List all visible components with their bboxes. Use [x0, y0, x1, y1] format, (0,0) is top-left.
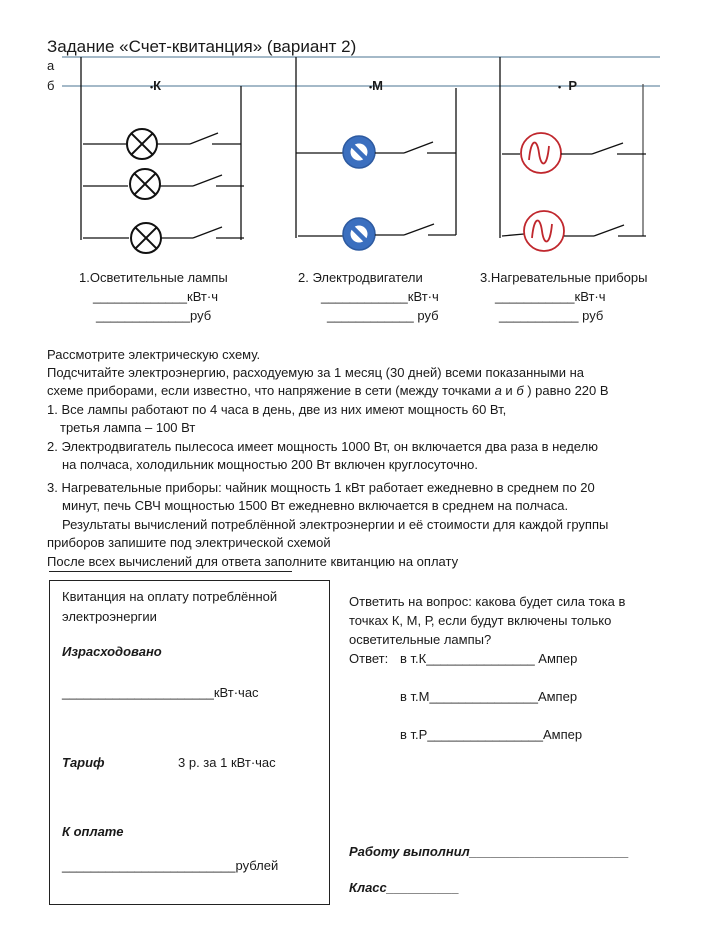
instruction-result-cont: приборов запишите под электрической схемой	[47, 535, 331, 550]
answer-field-p[interactable]: в т.Р________________Ампер	[400, 727, 583, 742]
rub-field[interactable]: ___________ руб	[499, 308, 604, 323]
tariff-value: 3 р. за 1 кВт·час	[178, 755, 276, 770]
group-title: 2. Электродвигатели	[298, 270, 423, 285]
question-line: Ответить на вопрос: какова будет сила тока в	[349, 594, 626, 609]
instruction-item-1-cont: третья лампа – 100 Вт	[60, 420, 196, 435]
switch-open-icon	[592, 143, 646, 154]
motor-icon	[343, 136, 375, 168]
tariff-label: Тариф	[62, 755, 105, 770]
instruction-result: Результаты вычислений потреблённой электроэнергии и её стоимости для каждой группы	[62, 517, 609, 532]
heater-sine-icon	[521, 133, 561, 173]
rub-field[interactable]: ____________ руб	[327, 308, 439, 323]
motor-icon	[343, 218, 375, 250]
receipt-title: Квитанция на оплату потреблённой	[62, 589, 278, 604]
point-m-label: •М	[369, 78, 383, 93]
terminal-b-label: б	[47, 78, 55, 93]
instruction-item-2-cont: на полчаса, холодильник мощностью 200 Вт включен круглосуточно.	[62, 457, 478, 472]
instruction-line: схеме приборами, если известно, что напряжение в сети (между точками а и б ) равно 220 В	[47, 383, 609, 398]
page-title: Задание «Счет-квитанция» (вариант 2)	[47, 37, 357, 56]
group-title: 3.Нагревательные приборы	[480, 270, 648, 285]
instruction-final: После всех вычислений для ответа заполните квитанцию на оплату	[47, 554, 459, 569]
switch-open-icon	[190, 133, 241, 144]
switch-open-icon	[404, 224, 456, 235]
question-line: точках К, М, Р, если будут включены только	[349, 613, 612, 628]
terminal-a-label: а	[47, 58, 55, 73]
lamp-cross-icon	[127, 129, 157, 159]
answer-label: Ответ:	[349, 651, 389, 666]
answer-field-m[interactable]: в т.М_______________Ампер	[400, 689, 578, 704]
switch-open-icon	[193, 175, 244, 186]
kwh-field[interactable]: _____________кВт·ч	[93, 289, 218, 304]
circuit-diagram	[0, 0, 720, 270]
divider	[49, 571, 292, 572]
spent-field[interactable]: _____________________кВт·час	[62, 685, 259, 700]
kwh-field[interactable]: ____________кВт·ч	[321, 289, 439, 304]
spent-label: Израсходовано	[62, 644, 162, 659]
question-line: осветительные лампы?	[349, 632, 492, 647]
answer-field-k[interactable]: в т.К_______________ Ампер	[400, 651, 578, 666]
lamp-cross-icon	[130, 169, 160, 199]
group-title: 1.Осветительные лампы	[79, 270, 228, 285]
heater-sine-icon	[524, 211, 564, 251]
rub-field[interactable]: _____________руб	[96, 308, 212, 323]
instruction-item-3-cont: минут, печь СВЧ мощностью 1500 Вт ежедневно включается в среднем на полчаса.	[62, 498, 569, 513]
switch-open-icon	[193, 227, 244, 238]
instruction-item-3: 3. Нагревательные приборы: чайник мощность 1 кВт работает ежедневно в среднем по 20	[47, 480, 595, 495]
switch-open-icon	[594, 225, 646, 236]
point-p-label: • Р	[558, 78, 578, 93]
class-field[interactable]: Класс__________	[349, 880, 460, 895]
lamp-cross-icon	[131, 223, 161, 253]
instruction-line: Подсчитайте электроэнергию, расходуемую за 1 месяц (30 дней) всеми показанными на	[47, 365, 584, 380]
instruction-item-2: 2. Электродвигатель пылесоса имеет мощность 1000 Вт, он включается два раза в неделю	[47, 439, 598, 454]
switch-open-icon	[404, 142, 456, 153]
done-by-field[interactable]: Работу выполнил______________________	[349, 844, 629, 859]
payment-receipt	[49, 580, 330, 905]
instruction-item-1: 1. Все лампы работают по 4 часа в день, две из них имеют мощность 60 Вт,	[47, 402, 507, 417]
pay-field[interactable]: ________________________рублей	[62, 858, 279, 873]
instruction-line: Рассмотрите электрическую схему.	[47, 347, 261, 362]
point-k-label: •К	[150, 78, 162, 93]
pay-label: К оплате	[62, 824, 124, 839]
kwh-field[interactable]: ___________кВт·ч	[495, 289, 606, 304]
receipt-title-cont: электроэнергии	[62, 609, 157, 624]
